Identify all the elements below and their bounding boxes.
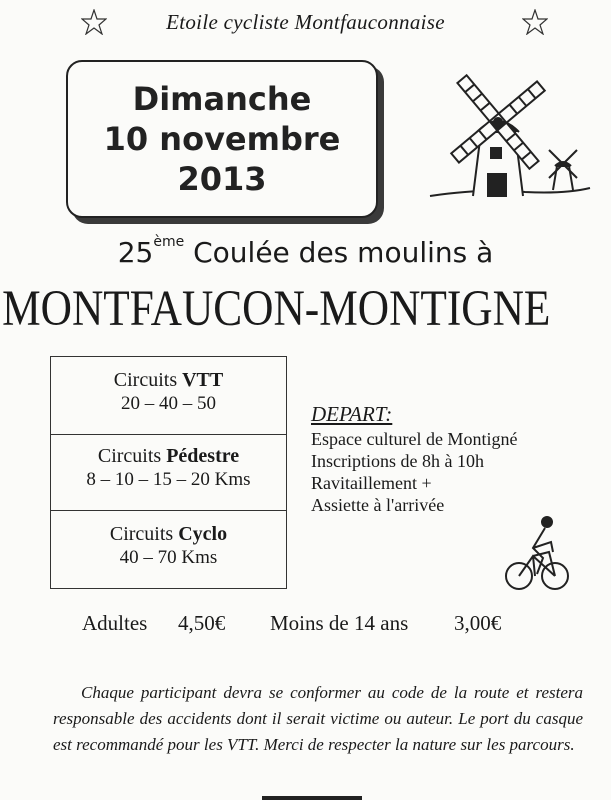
child-label: Moins de 14 ans [270, 611, 409, 635]
event-place: MONTFAUCON-MONTIGNE [2, 281, 551, 337]
circuit-distances: 8 – 10 – 15 – 20 Kms [86, 469, 251, 490]
edition-number: 25 [117, 236, 154, 269]
circuit-title [51, 522, 286, 546]
depart-info [311, 400, 517, 516]
circuit-kind: VTT [182, 369, 224, 391]
circuit-distances: 40 – 70 Kms [119, 547, 218, 568]
circuit-kind: Cyclo [178, 523, 228, 545]
circuit-label: Circuits [97, 445, 167, 467]
edition-suffix: ème [153, 234, 185, 250]
bottom-edge-mark [262, 796, 362, 800]
date-year: 2013 [177, 160, 267, 198]
circuit-kind: Pédestre [166, 445, 240, 467]
rules-notice: Chaque participant devra se conformer au code de la route et restera responsable des accidents dont il serait victime ou auteur. Le port du casque est recommandé pour les VTT. Merci de respecter la nature sur les parcours. [53, 683, 583, 754]
circuit-title [51, 368, 286, 392]
adult-label: Adultes [82, 611, 148, 635]
edition-text: Coulée des moulins à [184, 236, 494, 269]
depart-line: Espace culturel de Montigné [311, 429, 518, 449]
date-day: Dimanche [132, 80, 312, 118]
event-date-box [66, 60, 378, 218]
depart-line: Assiette à l'arrivée [311, 495, 445, 515]
cyclist-icon [503, 512, 573, 596]
depart-title: DEPART: [311, 402, 393, 426]
edition-title [0, 236, 611, 269]
depart-line: Ravitaillement + [311, 473, 432, 493]
child-price: 3,00€ [454, 611, 502, 635]
date-day-month: 10 novembre [103, 120, 341, 158]
circuit-box-vtt [50, 356, 287, 435]
depart-line: Inscriptions de 8h à 10h [311, 451, 484, 471]
club-name: Etoile cycliste Montfauconnaise [166, 10, 445, 34]
circuit-box-pedestre [50, 434, 287, 511]
circuit-distances: 20 – 40 – 50 [121, 393, 216, 414]
circuit-label: Circuits [113, 369, 183, 391]
circuit-title [51, 444, 286, 468]
windmill-icon [425, 70, 595, 210]
adult-price: 4,50€ [178, 611, 226, 635]
circuit-label: Circuits [109, 523, 179, 545]
circuit-box-cyclo [50, 510, 287, 589]
